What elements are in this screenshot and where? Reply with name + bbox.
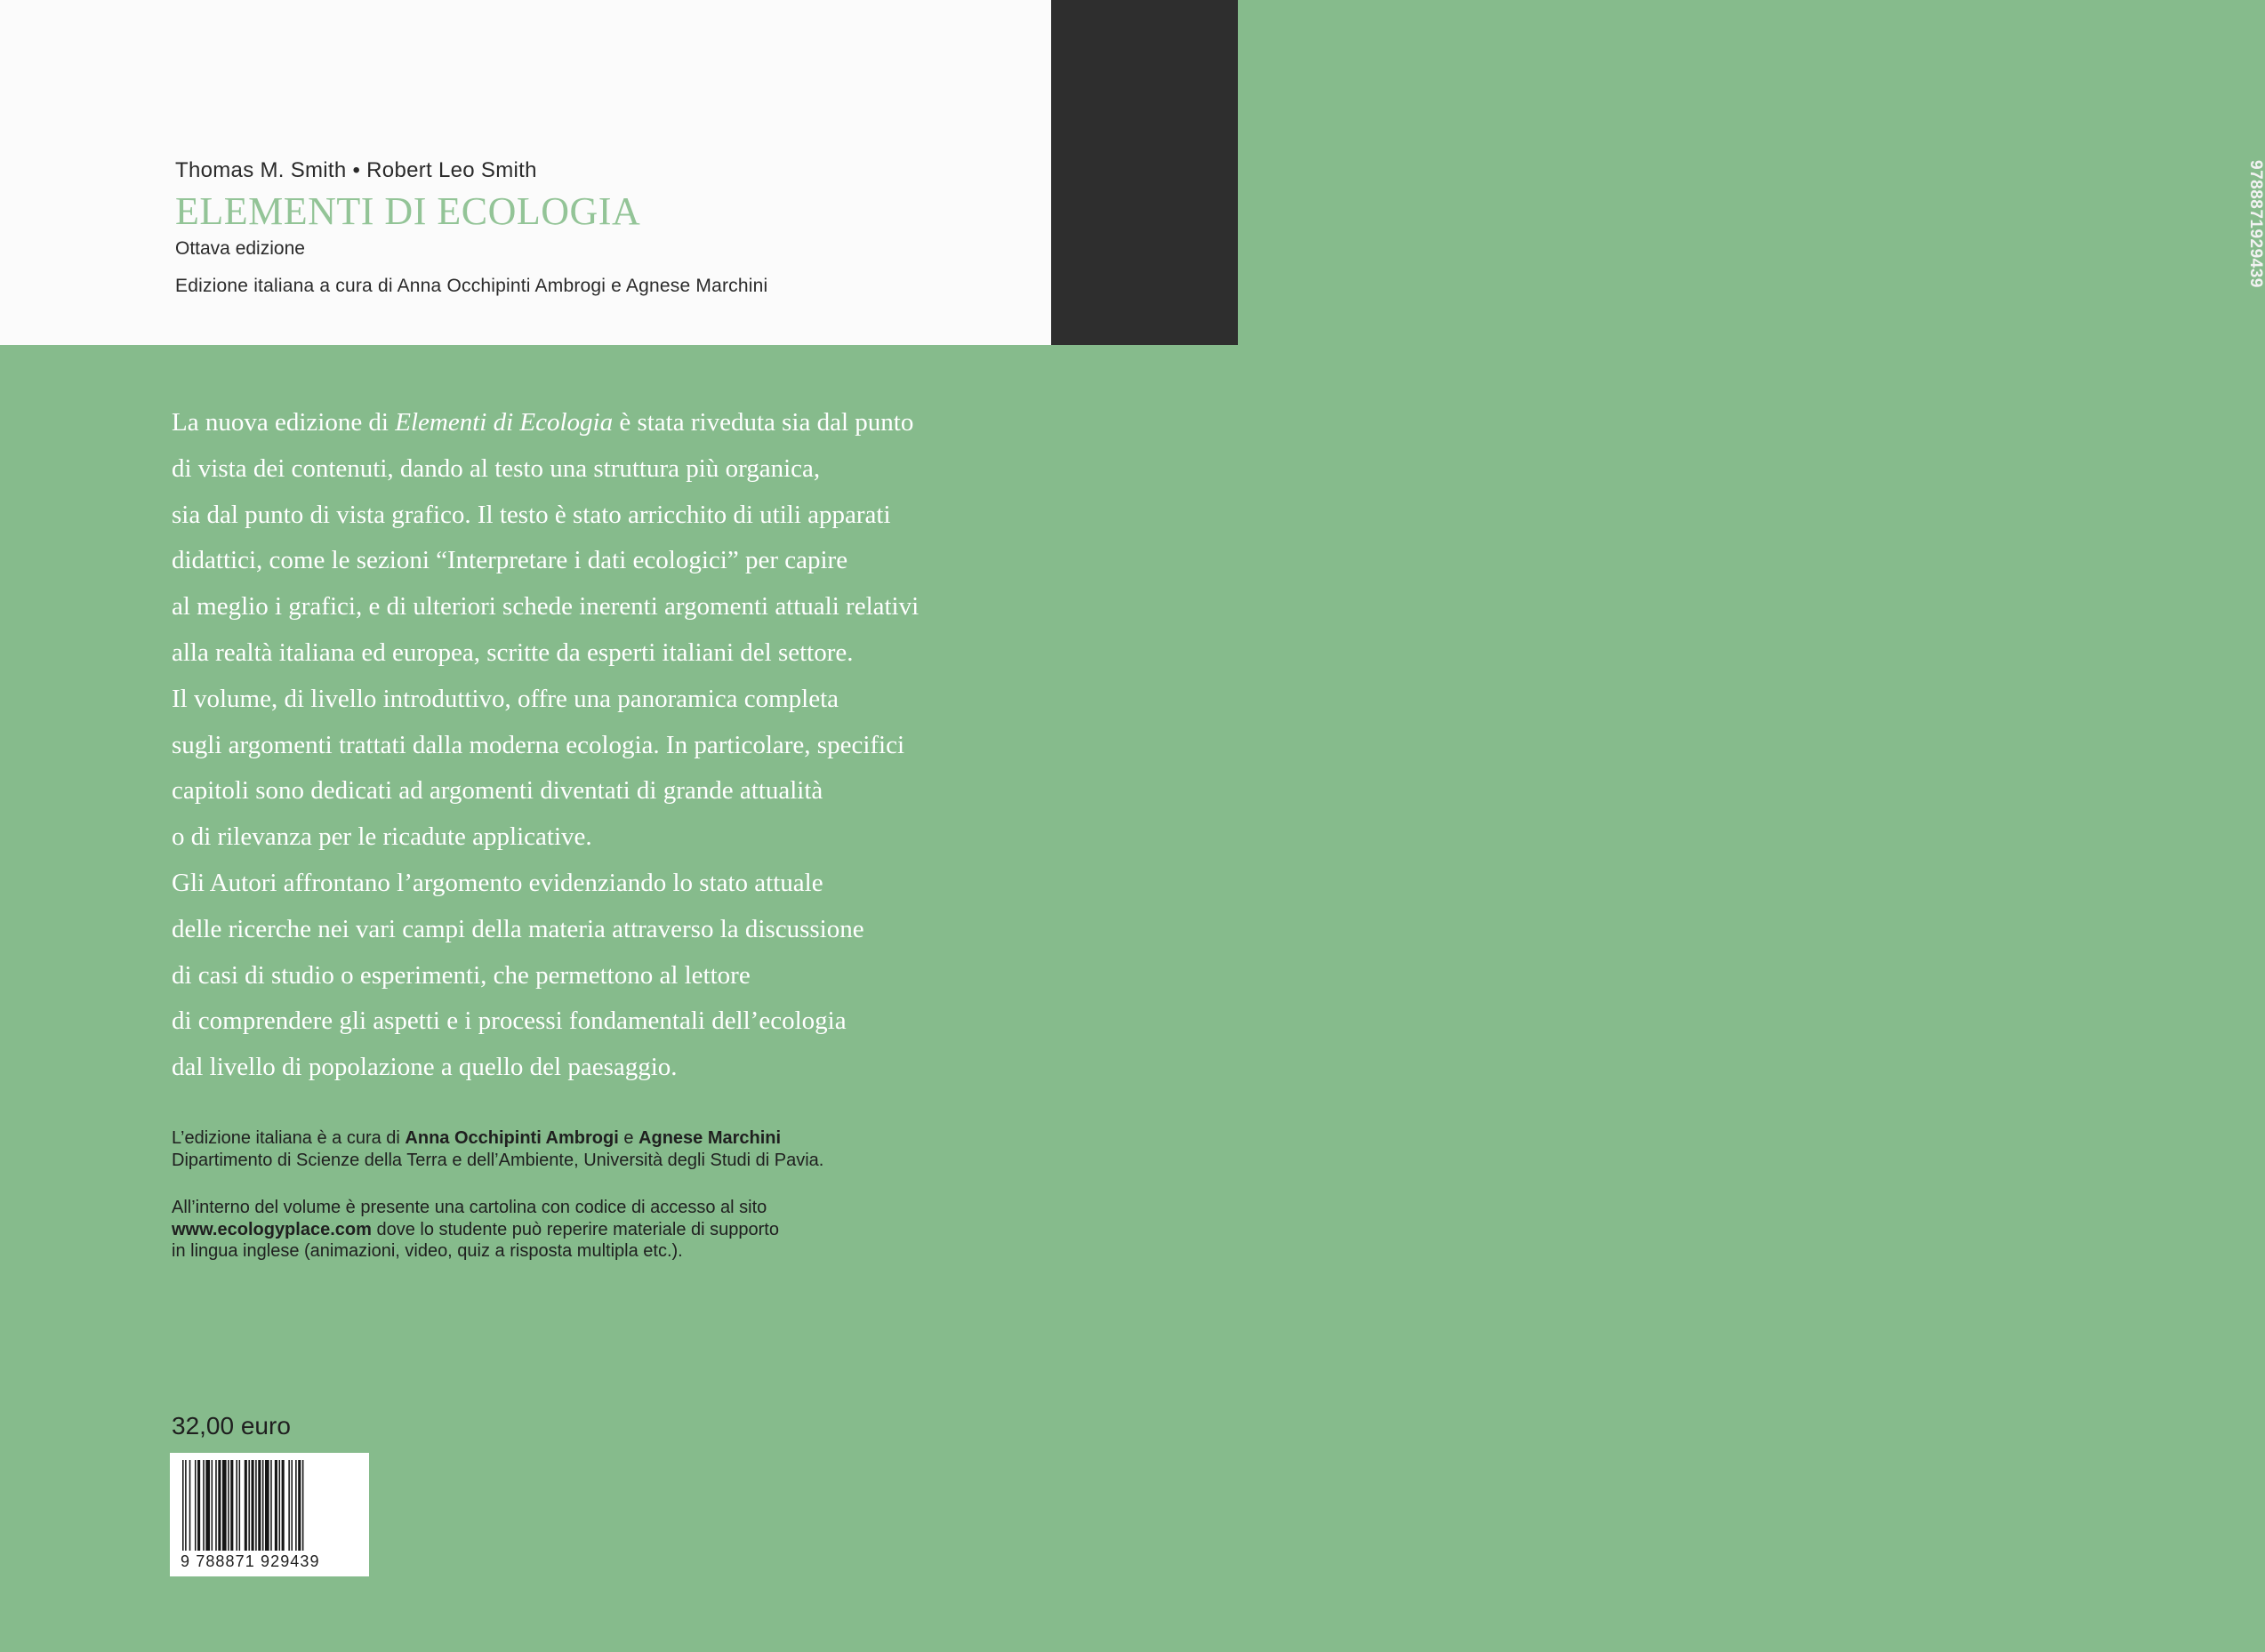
description-line: capitoli sono dedicati ad argomenti diventati di grande attualità — [172, 776, 823, 806]
description-line: didattici, come le sezioni “Interpretare i dati ecologici” per capire — [172, 546, 848, 575]
description-line: delle ricerche nei vari campi della materia attraverso la discussione — [172, 914, 864, 943]
description-line: o di rilevanza per le ricadute applicative. — [172, 822, 592, 852]
note-and: e — [618, 1128, 639, 1148]
curator-name-1: Anna Occhipinti Ambrogi — [405, 1128, 619, 1148]
spine-panel — [1051, 0, 2265, 345]
edition: Ottava edizione — [175, 238, 305, 259]
description-line: La nuova edizione di Elementi di Ecologia è stata riveduta sia dal punto — [172, 408, 914, 437]
website-line-3: in lingua inglese (animazioni, video, quiz a risposta multipla etc.). — [172, 1241, 683, 1261]
description-line: sugli argomenti trattati dalla moderna ecologia. In particolare, specifici — [172, 730, 905, 759]
barcode-digits: 9 788871 929439 — [181, 1552, 320, 1570]
website-url: www.ecologyplace.com — [172, 1219, 372, 1239]
curator-name-2: Agnese Marchini — [639, 1128, 782, 1148]
description-line: di comprendere gli aspetti e i processi fondamentali dell’ecologia — [172, 1006, 847, 1036]
description-line: Gli Autori affrontano l’argomento evidenziando lo stato attuale — [172, 868, 823, 897]
italian-edition-line — [172, 1127, 1061, 1150]
authors: Thomas M. Smith • Robert Leo Smith — [175, 158, 537, 182]
barcode — [170, 1453, 369, 1576]
description — [172, 400, 1052, 1091]
website-line-2 — [172, 1219, 1061, 1241]
italian-edition-curators: Edizione italiana a cura di Anna Occhipinti Ambrogi e Agnese Marchini — [175, 276, 768, 296]
book-title: ELEMENTI DI ECOLOGIA — [175, 189, 641, 233]
website-note — [172, 1197, 1061, 1263]
italian-edition-note — [172, 1127, 1061, 1171]
description-line: alla realtà italiana ed europea, scritte da esperti italiani del settore. — [172, 638, 854, 667]
website-line-2-rest: dove lo studente può reperire materiale di supporto — [371, 1219, 779, 1239]
description-line: sia dal punto di vista grafico. Il testo è stato arricchito di utili apparati — [172, 500, 891, 529]
price: 32,00 euro — [172, 1412, 291, 1439]
description-line: al meglio i grafici, e di ulteriori schede inerenti argomenti attuali relativi — [172, 592, 920, 622]
description-line: Il volume, di livello introduttivo, offre una panoramica completa — [172, 684, 839, 713]
spine-isbn: 9788871929439 — [2246, 160, 2265, 288]
description-line: di vista dei contenuti, dando al testo una struttura più organica, — [172, 453, 821, 483]
description-line: dal livello di popolazione a quello del paesaggio. — [172, 1053, 678, 1082]
note-prefix: L’edizione italiana è a cura di — [172, 1128, 406, 1148]
description-line: di casi di studio o esperimenti, che permettono al lettore — [172, 960, 751, 990]
affiliation: Dipartimento di Scienze della Terra e dell’Ambiente, Università degli Studi di Pavia. — [172, 1150, 824, 1170]
website-line-1: All’interno del volume è presente una cartolina con codice di accesso al sito — [172, 1198, 767, 1217]
barcode-bars — [181, 1460, 358, 1551]
